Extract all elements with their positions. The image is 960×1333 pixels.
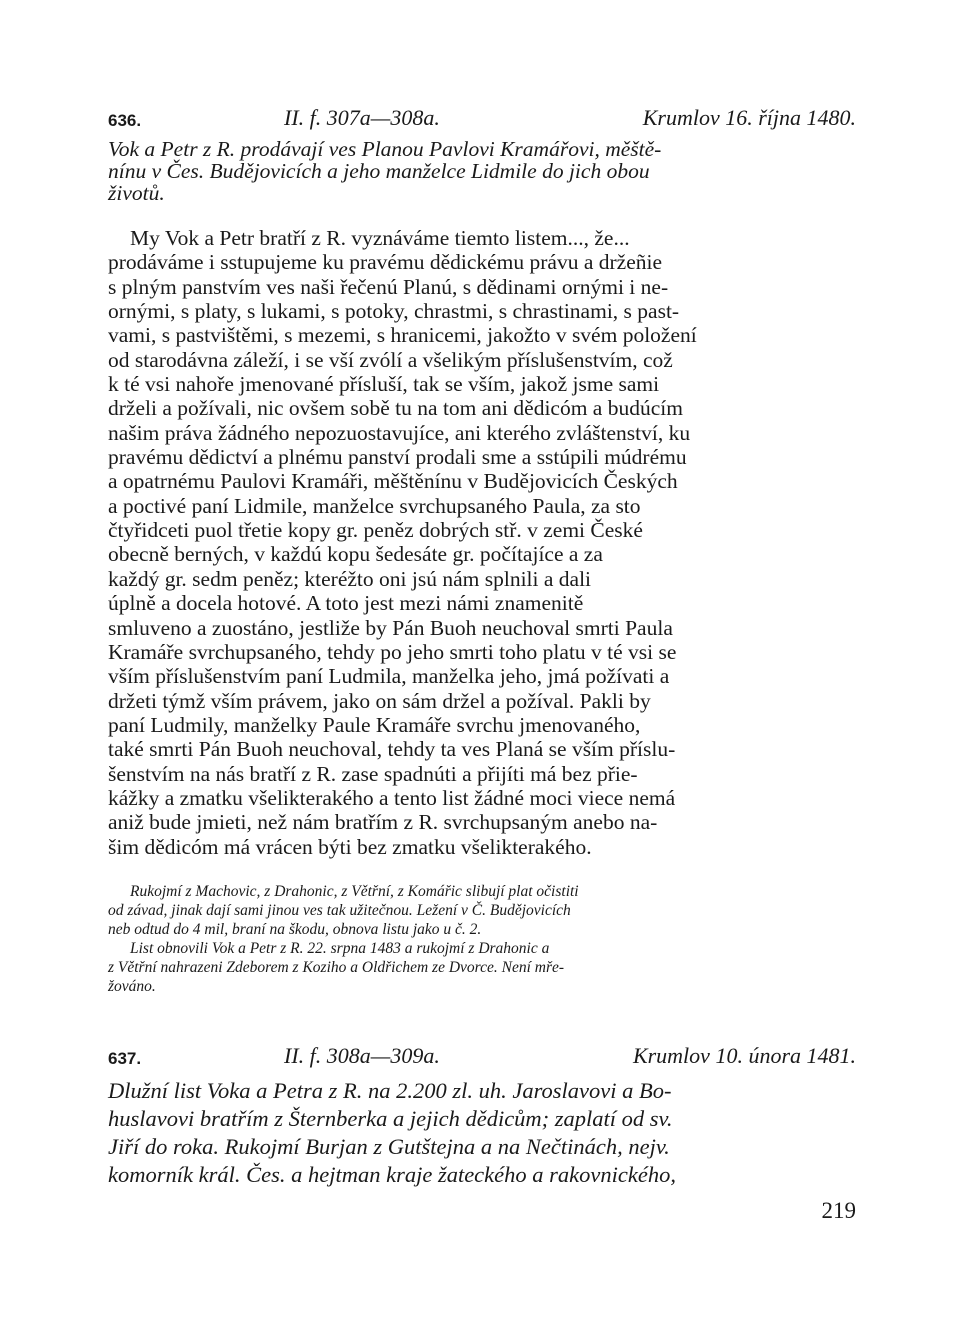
body-line: vším příslušenstvím paní Ludmila, manželka jeho, jmá požívati a — [108, 664, 670, 689]
body-line: úplně a docela hotové. A toto jest mezi námi znamenitě — [108, 591, 584, 616]
note-line: List obnovili Vok a Petr z R. 22. srpna 1483 a rukojmí z Drahonic a — [130, 940, 550, 957]
body-line: drželi a požívali, nic ovšem sobě tu na tom ani dědicóm a budúcím — [108, 396, 683, 421]
body-line: paní Ludmily, manželky Paule Kramáře svrchu jmenovaného, — [108, 712, 641, 737]
body-line: Kramáře svrchupsaného, tehdy po jeho smrti toho platu v té vsi se — [108, 639, 677, 664]
entry-637-summary — [108, 1077, 860, 1189]
summary-line: nínu v Čes. Budějovicích a jeho manželce Lidmile do jich obou — [108, 159, 650, 183]
entry-637-header — [108, 1043, 856, 1073]
body-line: obecně berných, v každú kopu šedesáte gr. počítajíce a za — [108, 542, 603, 567]
note-line: od závad, jinak dají sami jinou ves tak užitečnou. Ležení v Č. Budějovicích — [108, 902, 571, 919]
summary-line: Vok a Petr z R. prodávají ves Planou Pavlovi Kramářovi, měště- — [108, 137, 662, 161]
body-line: šim dědicóm má vrácen býti bez zmatku všelikterakého. — [108, 834, 592, 859]
summary-line: huslavovi bratřím z Šternberka a jejich dědicům; zaplatí od sv. — [108, 1106, 673, 1131]
entry-636-body — [108, 226, 858, 859]
note-line: neb odtud do 4 mil, braní na škodu, obnova listu jako u č. 2. — [108, 921, 482, 938]
summary-line: životů. — [108, 181, 165, 205]
body-line: šenstvím na nás bratří z R. zase spadnúti a přijíti má bez přie- — [108, 761, 638, 786]
body-line: také smrti Pán Buoh neuchoval, tehdy ta ves Planá se vším příslu- — [108, 737, 676, 762]
body-line: a poctivé paní Lidmile, manželce svrchupsaného Paula, za sto — [108, 493, 641, 518]
body-line: od starodávna záleží, i se vší zvólí a všelikým příslušenstvím, což — [108, 347, 673, 372]
body-line: čtyřidceti puol třetie kopy gr. peněz dobrých stř. v zemi České — [108, 518, 643, 543]
body-line: každý gr. sedm peněz; kteréžto oni jsú nám splnili a dali — [108, 566, 592, 591]
body-line: držeti týmž vším právem, jako on sám držel a požíval. Pakli by — [108, 688, 651, 713]
body-line: smluveno a zuostáno, jestliže by Pán Buoh neuchoval smrti Paula — [108, 615, 673, 640]
folio-reference: II. f. 307a—308a. — [284, 105, 440, 130]
entry-636-summary — [108, 138, 858, 204]
note-line: z Větřní nahrazeni Zdeborem z Koziho a Oldřichem ze Dvorce. Není mře- — [108, 959, 565, 976]
note-line: žováno. — [108, 978, 156, 995]
body-line: kážky a zmatku všelikterakého a tento list žádné moci viece nemá — [108, 785, 676, 810]
body-line: prodáváme i sstupujeme ku pravému dědickému právu a držeñie — [108, 250, 663, 275]
body-line: k té vsi nahoře jmenované přísluší, tak se vším, jakož jsme sami — [108, 372, 660, 397]
folio-reference: II. f. 308a—309a. — [284, 1043, 440, 1068]
summary-line: Jiří do roka. Rukojmí Burjan z Gutštejna a na Nečtinách, nejv. — [108, 1134, 670, 1159]
body-line: aniž bude jmieti, než nám bratřím z R. svrchupsaným anebo na- — [108, 810, 658, 835]
body-line: ornými, s platy, s lukami, s potoky, chrastmi, s chrastinami, s past- — [108, 299, 680, 324]
entry-636-header — [108, 105, 856, 135]
body-line: vami, s pastvištěmi, s mezemi, s hranicemi, jakožto v svém položení — [108, 323, 697, 348]
body-line: s plným panstvím ves naši řečenú Planú, s dědinami ornými i ne- — [108, 274, 669, 299]
entry-number: 636. — [108, 111, 142, 130]
entry-number: 637. — [108, 1049, 142, 1068]
body-line: My Vok a Petr bratří z R. vyznáváme tiemto listem..., že... — [130, 226, 630, 250]
place-date: Krumlov 10. února 1481. — [632, 1043, 856, 1068]
body-line: pravému dědictví a plnému panství prodali sme a sstúpili múdrému — [108, 445, 687, 470]
entry-636-notes — [108, 882, 858, 996]
summary-line: Dlužní list Voka a Petra z R. na 2.200 zl. uh. Jaroslavovi a Bo- — [108, 1078, 672, 1103]
body-line: a opatrnému Paulovi Kramáři, měštěnínu v Budějovicích Českých — [108, 469, 678, 494]
note-line: Rukojmí z Machovic, z Drahonic, z Větřní, z Komářic slibují plat očistiti — [130, 883, 579, 900]
body-line: našim práva žádného nepozuostavujíce, ani kterého zvláštenství, ku — [108, 420, 691, 445]
summary-line: komorník král. Čes. a hejtman kraje žateckého a rakovnického, — [108, 1162, 676, 1187]
page-number: 219 — [821, 1198, 856, 1223]
place-date: Krumlov 16. října 1480. — [642, 105, 856, 130]
